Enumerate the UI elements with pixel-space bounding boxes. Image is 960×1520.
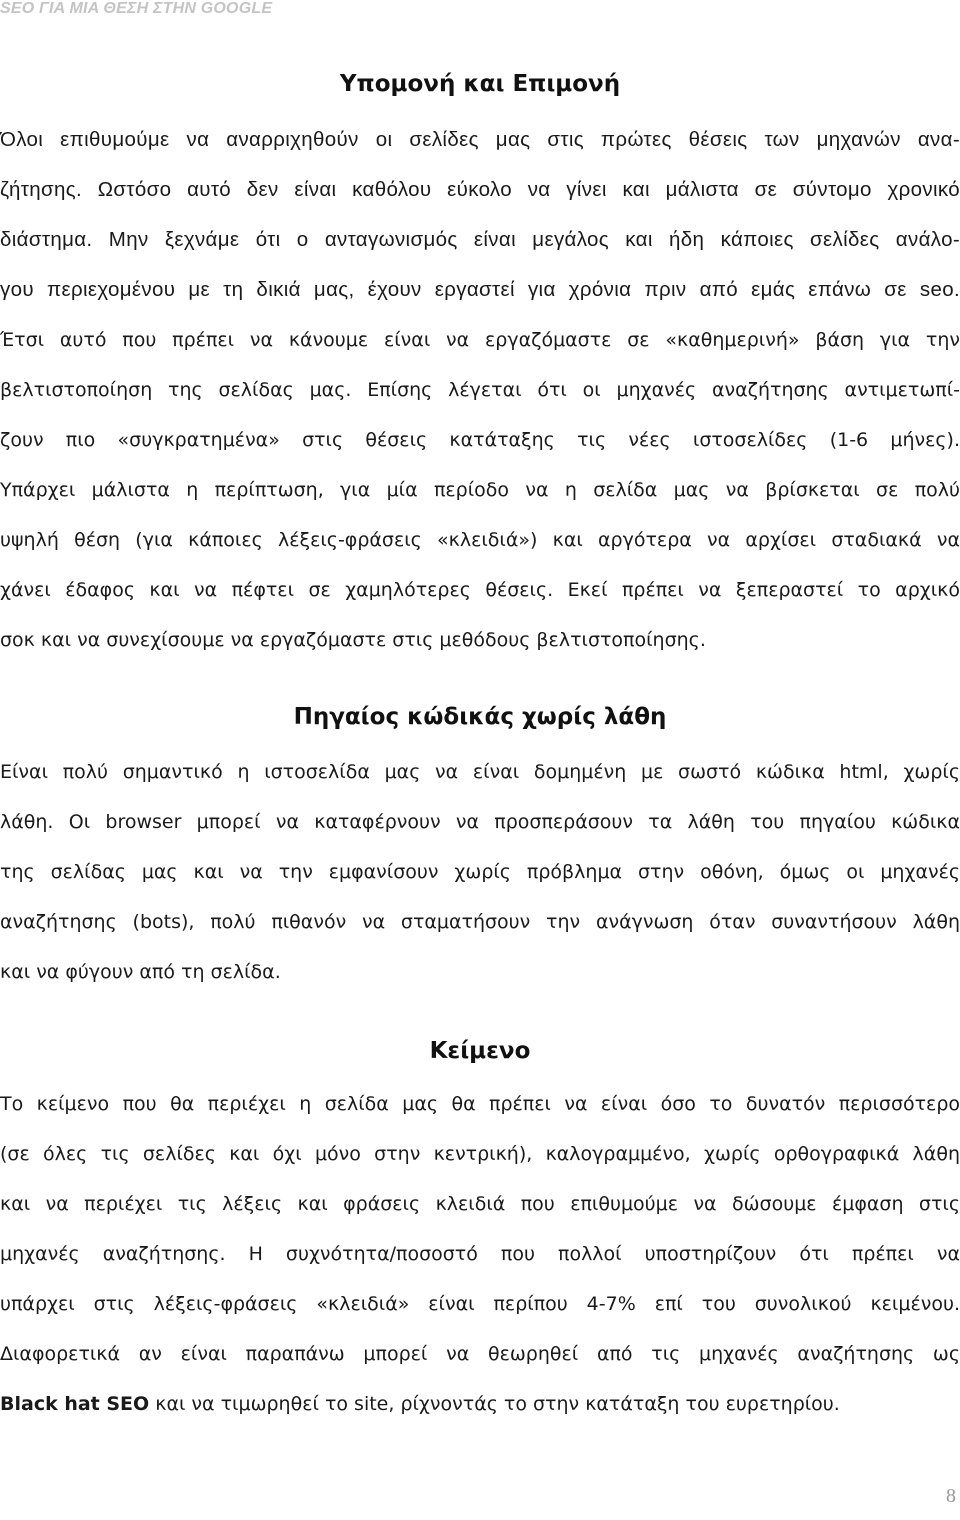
text-line: λάθη. Οι browser μπορεί να καταφέρνουν να προσπεράσουν τα λάθη του πηγαίου κώδικα (0, 811, 960, 833)
paragraph-text (0, 1089, 960, 1439)
section-title-text: Κείμενο (429, 1038, 531, 1064)
section-title-source-code: Πηγαίος κώδικάς χωρίς λάθη (293, 704, 667, 730)
text-line: γου περιεχομένου με τη δικιά μας, έχουν εργαστεί για χρόνια πριν από εμάς επάνω σε seo. (0, 278, 960, 301)
text-line: και να περιέχει τις λέξεις και φράσεις κλειδιά που επιθυμούμε να δώσουμε έμφαση στις (0, 1193, 960, 1215)
text-line: υψηλή θέση (για κάποιες λέξεις-φράσεις «κλειδιά») και αργότερα να αρχίσει σταδιακά να (0, 529, 960, 551)
paragraph-source-code (0, 757, 960, 1007)
text-line: Διαφορετικά αν είναι παραπάνω μπορεί να θεωρηθεί από τις μηχανές αναζήτησης ως (0, 1343, 960, 1365)
text-line: ζουν πιο «συγκρατημένα» στις θέσεις κατάταξης τις νέες ιστοσελίδες (1-6 μήνες). (0, 429, 960, 451)
text-line: αναζήτησης (bots), πολύ πιθανόν να σταματήσουν την ανάγνωση όταν συναντήσουν λάθη (0, 911, 960, 933)
text-line: Υπάρχει μάλιστα η περίπτωση, για μία περίοδο να η σελίδα μας να βρίσκεται σε πολύ (0, 479, 960, 501)
text-line: της σελίδας μας και να την εμφανίσουν χωρίς πρόβλημα στην οθόνη, όμως οι μηχανές (0, 861, 960, 883)
page-number: 8 (946, 1485, 956, 1507)
text-line: Όλοι επιθυμούμε να αναρριχηθούν οι σελίδες μας στις πρώτες θέσεις των μηχανών ανα- (0, 128, 960, 151)
section-title-patience: Υπομονή και Επιμονή (339, 71, 621, 97)
text-line: χάνει έδαφος και να πέφτει σε χαμηλότερες θέσεις. Εκεί πρέπει να ξεπεραστεί το αρχικό (0, 579, 960, 601)
text-line: Έτσι αυτό που πρέπει να κάνουμε είναι να εργαζόμαστε σε «καθημερινή» βάση για την (0, 329, 960, 351)
text-line: διάστημα. Μην ξεχνάμε ότι ο ανταγωνισμός είναι μεγάλος και ήδη κάποιες σελίδες ανάλο- (0, 228, 960, 251)
text-line: Είναι πολύ σημαντικό η ιστοσελίδα μας να είναι δομημένη με σωστό κώδικα html, χωρίς (0, 761, 960, 783)
text-line: (σε όλες τις σελίδες και όχι μόνο στην κεντρική), καλογραμμένο, χωρίς ορθογραφικά λάθη (0, 1143, 960, 1165)
text-line (0, 1389, 960, 1439)
black-hat-seo-term: Black hat SEO (0, 1393, 150, 1415)
text-line: σοκ και να συνεχίσουμε να εργαζόμαστε στις μεθόδους βελτιστοποίησης. (0, 629, 706, 651)
text-line: υπάρχει στις λέξεις-φράσεις «κλειδιά» είναι περίπου 4-7% επί του συνολικού κειμένου. (0, 1293, 960, 1315)
text-line-rest: και να τιμωρηθεί το site, ρίχνοντάς το στην κατάταξη του ευρετηρίου. (149, 1393, 840, 1415)
running-header: SEO ΓΙΑ ΜΙΑ ΘΕΣΗ ΣΤΗΝ GOOGLE (0, 0, 273, 17)
text-line: ζήτησης. Ωστόσο αυτό δεν είναι καθόλου εύκολο να γίνει και μάλιστα σε σύντομο χρονικό (0, 178, 960, 201)
text-line: και να φύγουν από τη σελίδα. (0, 961, 281, 983)
paragraph-patience-cont (0, 325, 960, 675)
text-line: Το κείμενο που θα περιέχει η σελίδα μας θα πρέπει να είναι όσο το δυνατόν περισσότερο (0, 1093, 960, 1115)
text-line: μηχανές αναζήτησης. Η συχνότητα/ποσοστό που πολλοί υποστηρίζουν ότι πρέπει να (0, 1243, 960, 1265)
paragraph-patience (0, 125, 960, 325)
text-line: βελτιστοποίηση της σελίδας μας. Επίσης λέγεται ότι οι μηχανές αναζήτησης αντιμετωπί- (0, 379, 960, 401)
